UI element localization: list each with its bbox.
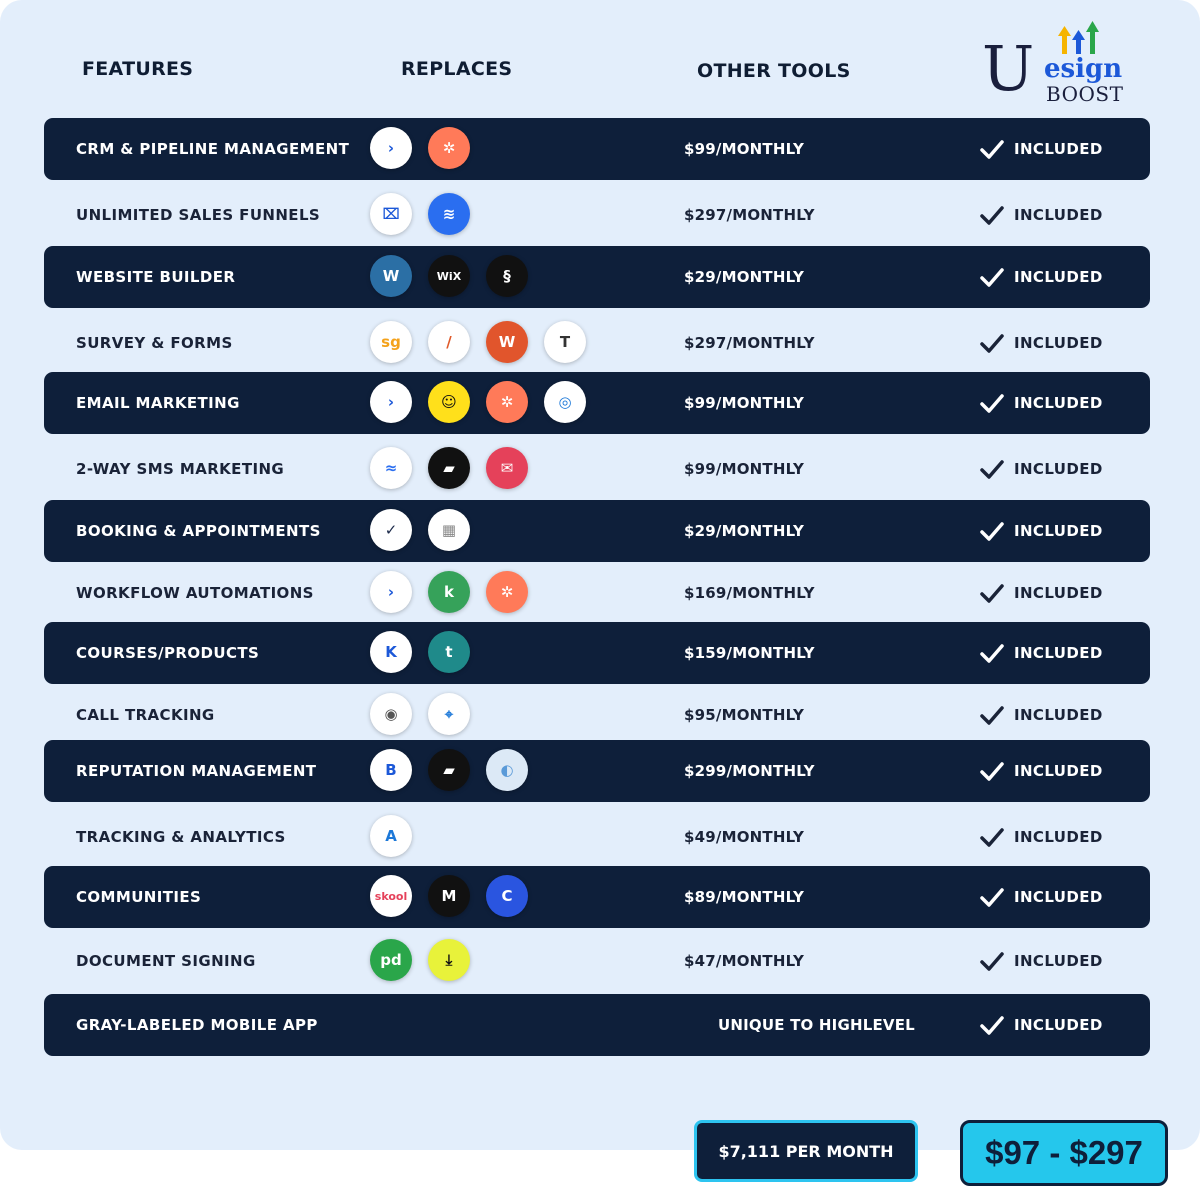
feature-name: WEBSITE BUILDER: [76, 268, 236, 286]
included-status: [980, 246, 1103, 308]
replaced-tools: [370, 193, 470, 235]
comparison-row: [44, 866, 1150, 928]
included-label: INCLUDED: [1014, 888, 1103, 906]
podium-icon: ▰: [428, 447, 470, 489]
included-label: INCLUDED: [1014, 460, 1103, 478]
feature-name: UNLIMITED SALES FUNNELS: [76, 206, 321, 224]
keap-icon: k: [428, 571, 470, 613]
comparison-row: [44, 562, 1150, 624]
comparison-row: [44, 184, 1150, 246]
checkmark-icon: [980, 761, 1004, 781]
comparison-row: [44, 684, 1150, 746]
checkmark-icon: [980, 887, 1004, 907]
feature-name: CRM & PIPELINE MANAGEMENT: [76, 140, 350, 158]
included-label: INCLUDED: [1014, 206, 1103, 224]
checkmark-icon: [980, 705, 1004, 725]
callrail-icon: ◉: [370, 693, 412, 735]
calendar-icon: ▦: [428, 509, 470, 551]
squarespace-icon: §: [486, 255, 528, 297]
tool-price: $95/MONTHLY: [684, 706, 805, 724]
included-status: [980, 866, 1103, 928]
comparison-row: [44, 246, 1150, 308]
features-header: FEATURES: [82, 58, 194, 80]
highlevel-price-badge: $97 - $297: [960, 1120, 1168, 1186]
logo-word-esign: esign: [1044, 54, 1123, 84]
skool-icon: skool: [370, 875, 412, 917]
feature-name: REPUTATION MANAGEMENT: [76, 762, 317, 780]
included-status: [980, 312, 1103, 374]
checkmark-icon: [980, 643, 1004, 663]
other-tools-total: $7,111 PER MONTH: [694, 1120, 918, 1182]
checkmark-icon: [980, 393, 1004, 413]
included-label: INCLUDED: [1014, 644, 1103, 662]
included-label: INCLUDED: [1014, 394, 1103, 412]
feature-name: BOOKING & APPOINTMENTS: [76, 522, 321, 540]
download-icon: ⤓: [428, 939, 470, 981]
circle-icon: C: [486, 875, 528, 917]
included-status: [980, 184, 1103, 246]
tool-price: $99/MONTHLY: [684, 394, 805, 412]
tool-price: $297/MONTHLY: [684, 334, 815, 352]
included-status: [980, 930, 1103, 992]
comparison-row: [44, 438, 1150, 500]
tool-price: $89/MONTHLY: [684, 888, 805, 906]
tool-price: $99/MONTHLY: [684, 460, 805, 478]
podium-icon: ▰: [428, 749, 470, 791]
replaced-tools: [370, 815, 412, 857]
included-status: [980, 994, 1103, 1056]
included-label: INCLUDED: [1014, 952, 1103, 970]
hubspot-icon: ✲: [428, 127, 470, 169]
surveygizmo-icon: sg: [370, 321, 412, 363]
checkmark-icon: [980, 1015, 1004, 1035]
comparison-row: [44, 994, 1150, 1056]
included-label: INCLUDED: [1014, 706, 1103, 724]
checkmark-icon: [980, 521, 1004, 541]
tool-price: $299/MONTHLY: [684, 762, 815, 780]
feature-name: WORKFLOW AUTOMATIONS: [76, 584, 314, 602]
other-tools-header: OTHER TOOLS: [697, 60, 851, 82]
leadpages-icon: ≋: [428, 193, 470, 235]
jotform-icon: /: [428, 321, 470, 363]
feature-name: 2-WAY SMS MARKETING: [76, 460, 285, 478]
checkmark-icon: [980, 951, 1004, 971]
comparison-row: [44, 806, 1150, 868]
activecampaign-icon: ›: [370, 571, 412, 613]
wix-icon: WiX: [428, 255, 470, 297]
checkmark-icon: [980, 205, 1004, 225]
included-status: [980, 500, 1103, 562]
included-status: [980, 806, 1103, 868]
replaced-tools: [370, 749, 528, 791]
feature-name: COMMUNITIES: [76, 888, 202, 906]
feature-name: COURSES/PRODUCTS: [76, 644, 260, 662]
replaced-tools: [370, 939, 470, 981]
included-label: INCLUDED: [1014, 1016, 1103, 1034]
checkmark-icon: [980, 267, 1004, 287]
included-label: INCLUDED: [1014, 584, 1103, 602]
tool-price: $169/MONTHLY: [684, 584, 815, 602]
feature-name: TRACKING & ANALYTICS: [76, 828, 286, 846]
constantcontact-icon: ◎: [544, 381, 586, 423]
tool-price: $297/MONTHLY: [684, 206, 815, 224]
swell-icon: ◐: [486, 749, 528, 791]
tool-price: $159/MONTHLY: [684, 644, 815, 662]
included-label: INCLUDED: [1014, 762, 1103, 780]
comparison-row: [44, 372, 1150, 434]
comparison-row: [44, 622, 1150, 684]
checkmark-icon: [980, 583, 1004, 603]
included-status: [980, 622, 1103, 684]
replaced-tools: [370, 321, 586, 363]
location-pin-icon: ⌖: [428, 693, 470, 735]
tool-price: $49/MONTHLY: [684, 828, 805, 846]
analytics-icon: A: [370, 815, 412, 857]
mightynetworks-icon: M: [428, 875, 470, 917]
tool-price: $29/MONTHLY: [684, 522, 805, 540]
included-label: INCLUDED: [1014, 828, 1103, 846]
clickfunnels-icon: ⌧: [370, 193, 412, 235]
acuity-icon: ✓: [370, 509, 412, 551]
comparison-row: [44, 118, 1150, 180]
activecampaign-icon: ›: [370, 381, 412, 423]
logo-letter: U: [982, 32, 1035, 105]
wufoo-icon: W: [486, 321, 528, 363]
tool-price: $47/MONTHLY: [684, 952, 805, 970]
feature-name: EMAIL MARKETING: [76, 394, 240, 412]
checkmark-icon: [980, 139, 1004, 159]
feature-name: GRAY-LABELED MOBILE APP: [76, 1016, 318, 1034]
tool-price: $29/MONTHLY: [684, 268, 805, 286]
activecampaign-icon: ›: [370, 127, 412, 169]
typeform-icon: T: [544, 321, 586, 363]
replaced-tools: [370, 381, 586, 423]
included-label: INCLUDED: [1014, 334, 1103, 352]
feature-name: SURVEY & FORMS: [76, 334, 233, 352]
replaced-tools: [370, 875, 528, 917]
replaced-tools: [370, 631, 470, 673]
hubspot-icon: ✲: [486, 381, 528, 423]
mail-icon: ✉: [486, 447, 528, 489]
replaced-tools: [370, 571, 528, 613]
checkmark-icon: [980, 827, 1004, 847]
hubspot-icon: ✲: [486, 571, 528, 613]
feature-name: CALL TRACKING: [76, 706, 215, 724]
included-status: [980, 684, 1103, 746]
teachable-icon: t: [428, 631, 470, 673]
birdeye-icon: B: [370, 749, 412, 791]
checkmark-icon: [980, 333, 1004, 353]
comparison-row: [44, 930, 1150, 992]
logo-word-boost: BOOST: [1046, 82, 1124, 106]
replaces-header: REPLACES: [401, 58, 513, 80]
mailchimp-icon: ☺: [428, 381, 470, 423]
kajabi-icon: K: [370, 631, 412, 673]
included-label: INCLUDED: [1014, 522, 1103, 540]
growth-arrows-icon: [1056, 20, 1106, 56]
replaced-tools: [370, 127, 470, 169]
textmagic-icon: ≈: [370, 447, 412, 489]
pandadoc-icon: pd: [370, 939, 412, 981]
included-label: INCLUDED: [1014, 268, 1103, 286]
tool-price: UNIQUE TO HIGHLEVEL: [718, 1016, 915, 1034]
design-boost-logo: [978, 20, 1128, 110]
included-status: [980, 562, 1103, 624]
comparison-row: [44, 312, 1150, 374]
included-status: [980, 372, 1103, 434]
comparison-row: [44, 500, 1150, 562]
included-status: [980, 740, 1103, 802]
replaced-tools: [370, 509, 470, 551]
included-status: [980, 438, 1103, 500]
wordpress-icon: W: [370, 255, 412, 297]
tool-price: $99/MONTHLY: [684, 140, 805, 158]
feature-name: DOCUMENT SIGNING: [76, 952, 256, 970]
included-label: INCLUDED: [1014, 140, 1103, 158]
replaced-tools: [370, 693, 470, 735]
comparison-row: [44, 740, 1150, 802]
replaced-tools: [370, 447, 528, 489]
replaced-tools: [370, 255, 528, 297]
checkmark-icon: [980, 459, 1004, 479]
included-status: [980, 118, 1103, 180]
